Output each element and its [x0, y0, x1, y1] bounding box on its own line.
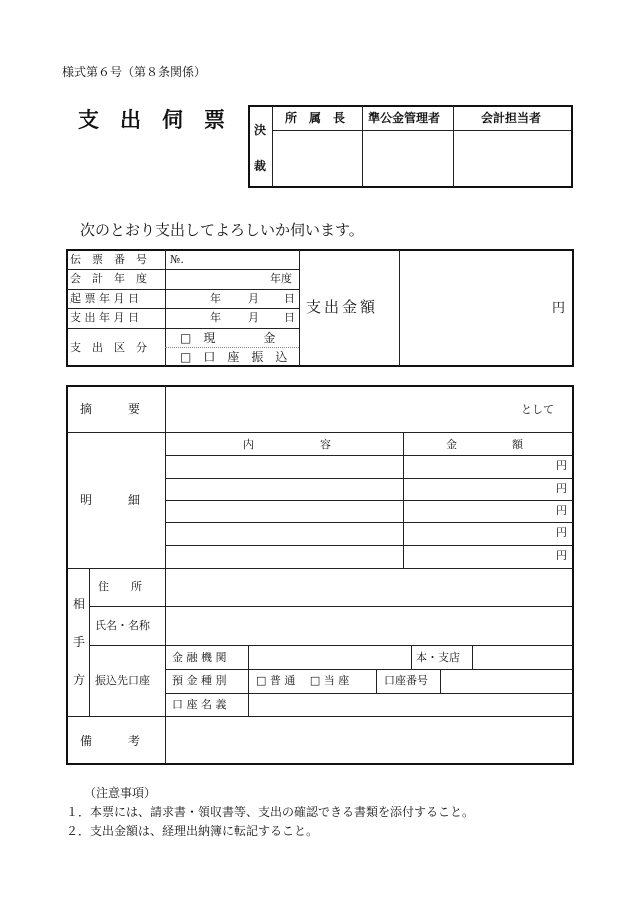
detail-content-3[interactable]	[166, 501, 403, 522]
amount-unit: 円	[552, 301, 566, 316]
name-field[interactable]	[166, 607, 573, 645]
intro-text: 次のとおり支出してよろしいか伺います。	[80, 221, 364, 239]
page-title: 支 出 伺 票	[78, 107, 225, 132]
deposit-type-options[interactable]: □ 普 通 □ 当 座	[256, 674, 350, 687]
detail-yen-1: 円	[556, 459, 567, 472]
bank-institution-field[interactable]	[249, 646, 411, 669]
detail-yen-2: 円	[556, 482, 567, 495]
label-issue-date: 起 票 年 月 日	[70, 292, 139, 305]
form-id: 様式第６号（第８条関係）	[62, 65, 207, 79]
issue-date-month[interactable]: 月	[248, 292, 259, 305]
detail-content-1[interactable]	[166, 456, 403, 478]
approval-label-bottom: 裁	[254, 159, 267, 173]
remarks-field[interactable]	[166, 717, 573, 764]
amount-field[interactable]	[400, 250, 550, 366]
label-bank-institution: 金 融 機 関	[172, 651, 227, 664]
payment-date-day[interactable]: 日	[284, 311, 295, 324]
col-amount: 金 額	[446, 438, 523, 451]
label-summary: 摘 要	[80, 402, 141, 416]
summary-suffix: として	[521, 403, 554, 416]
detail-content-2[interactable]	[166, 479, 403, 500]
detail-content-4[interactable]	[166, 523, 403, 545]
label-account-name: 口 座 名 義	[172, 698, 227, 711]
fiscal-year-field[interactable]: 年度	[270, 272, 292, 285]
party-label-2: 手	[73, 635, 86, 649]
note-item-2: ２．支出金額は、経理出納簿に転記すること。	[66, 824, 319, 838]
label-deposit-type: 預 金 種 別	[172, 674, 227, 687]
label-payment-type: 支 出 区 分	[70, 341, 147, 354]
label-address: 住 所	[98, 580, 142, 593]
label-fiscal-year: 会 計 年 度	[70, 272, 147, 285]
label-name: 氏名・名称	[95, 619, 150, 632]
party-label-3: 方	[73, 673, 86, 687]
checkbox-bank-transfer[interactable]: □ 口 座 振 込	[180, 350, 288, 364]
party-label-1: 相	[73, 597, 86, 611]
stamp-cell-manager[interactable]	[273, 131, 362, 187]
checkbox-cash[interactable]: □ 現 金	[180, 331, 276, 345]
label-bank-account: 振込先口座	[95, 674, 150, 687]
branch-field[interactable]	[473, 646, 573, 669]
summary-field[interactable]	[166, 386, 516, 432]
payment-date-month[interactable]: 月	[248, 311, 259, 324]
approval-col-manager: 所 属 長	[285, 111, 346, 125]
approval-col-accountant: 会計担当者	[481, 111, 542, 125]
label-payment-date: 支 出 年 月 日	[70, 311, 139, 324]
notes-heading: （注意事項）	[84, 786, 157, 800]
label-amount: 支出金額	[306, 298, 379, 316]
note-item-1: １．本票には、請求書・領収書等、支出の確認できる書類を添付すること。	[66, 805, 475, 819]
stamp-cell-fund-admin[interactable]	[363, 131, 453, 187]
col-content: 内 容	[243, 438, 331, 451]
slip-number-field[interactable]: №.	[170, 253, 184, 266]
label-remarks: 備 考	[80, 734, 141, 748]
account-name-field[interactable]	[249, 694, 573, 716]
label-slip-number: 伝 票 番 号	[70, 253, 147, 266]
detail-content-5[interactable]	[166, 546, 403, 568]
label-account-number: 口座番号	[384, 674, 428, 687]
approval-col-fund-admin: 準公金管理者	[368, 111, 441, 125]
detail-yen-4: 円	[556, 526, 567, 539]
issue-date-day[interactable]: 日	[284, 292, 295, 305]
stamp-cell-accountant[interactable]	[454, 131, 572, 187]
approval-label-top: 決	[254, 123, 267, 137]
label-details: 明 細	[80, 493, 141, 507]
detail-yen-5: 円	[556, 549, 567, 562]
label-branch: 本・支店	[416, 651, 460, 664]
detail-yen-3: 円	[556, 504, 567, 517]
payment-date-year[interactable]: 年	[210, 311, 221, 324]
issue-date-year[interactable]: 年	[210, 292, 221, 305]
account-number-field[interactable]	[441, 670, 573, 693]
address-field[interactable]	[166, 569, 573, 606]
